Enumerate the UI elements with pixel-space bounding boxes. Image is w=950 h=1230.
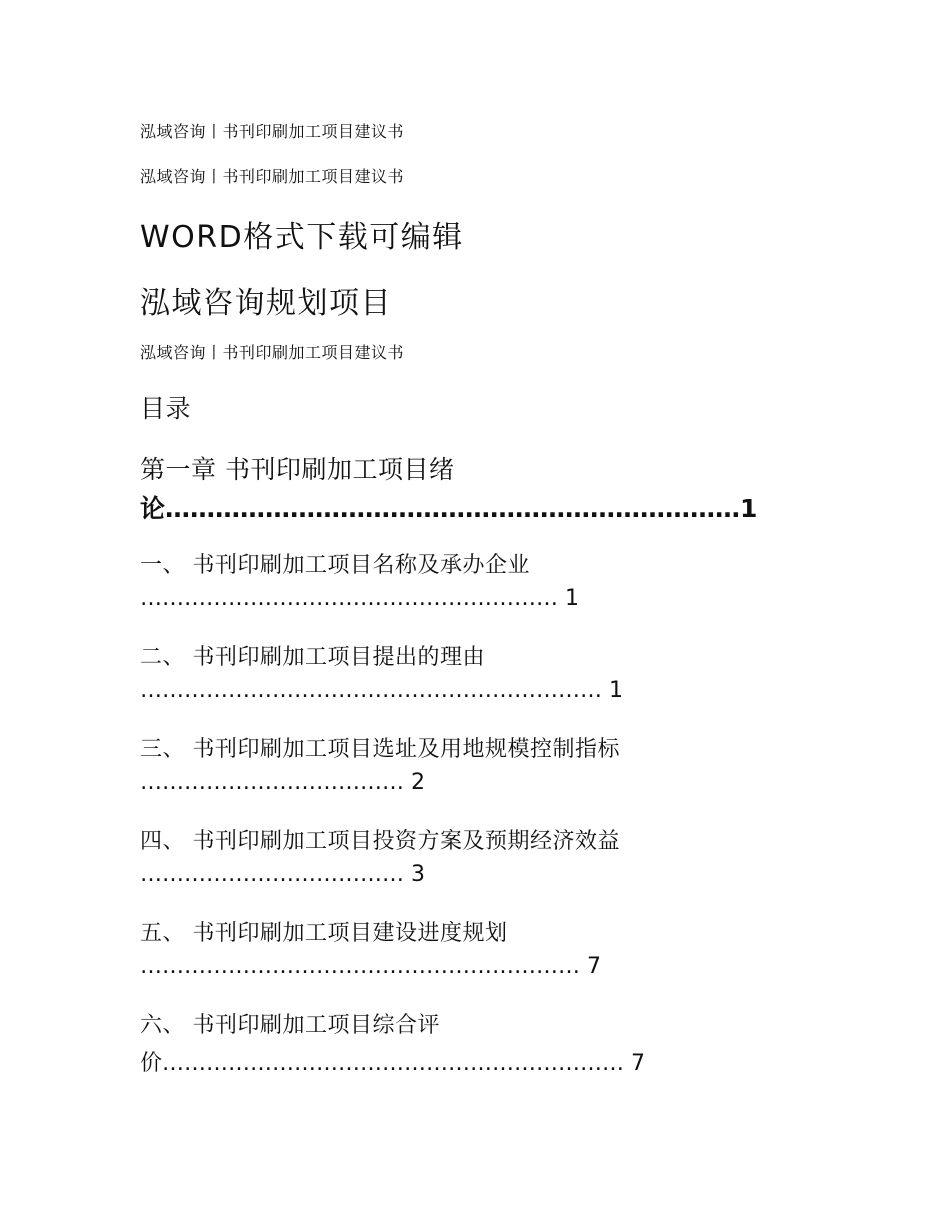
- document-header: 泓域咨询丨书刊印刷加工项目建议书: [140, 343, 405, 362]
- toc-chapter-leader: 论……………………………………………………………1: [140, 494, 758, 523]
- toc-item-leader: ……………………………… 3: [140, 862, 425, 887]
- planning-project-heading: 泓域咨询规划项目: [140, 286, 392, 321]
- toc-item-title: 三、 书刊印刷加工项目选址及用地规模控制指标: [140, 737, 620, 762]
- toc-item-leader: ……………………………………………………… 1: [140, 678, 623, 703]
- toc-title: 目录: [140, 394, 192, 423]
- toc-item-leader: …………………………………………………… 7: [140, 954, 601, 979]
- toc-item-leader: 价……………………………………………………… 7: [140, 1051, 645, 1076]
- document-header: 泓域咨询丨书刊印刷加工项目建议书: [140, 167, 405, 186]
- document-header: 泓域咨询丨书刊印刷加工项目建议书: [140, 122, 405, 141]
- toc-chapter-title: 第一章 书刊印刷加工项目绪: [140, 455, 455, 484]
- toc-item-title: 一、 书刊印刷加工项目名称及承办企业: [140, 553, 530, 578]
- toc-item-leader: ……………………………… 2: [140, 770, 425, 795]
- toc-item-leader: ………………………………………………… 1: [140, 586, 579, 611]
- toc-item-title: 六、 书刊印刷加工项目综合评: [140, 1013, 440, 1038]
- toc-item-title: 五、 书刊印刷加工项目建设进度规划: [140, 921, 508, 946]
- word-format-heading: WORD格式下载可编辑: [140, 220, 464, 255]
- toc-item-title: 四、 书刊印刷加工项目投资方案及预期经济效益: [140, 829, 620, 854]
- toc-item-title: 二、 书刊印刷加工项目提出的理由: [140, 645, 485, 670]
